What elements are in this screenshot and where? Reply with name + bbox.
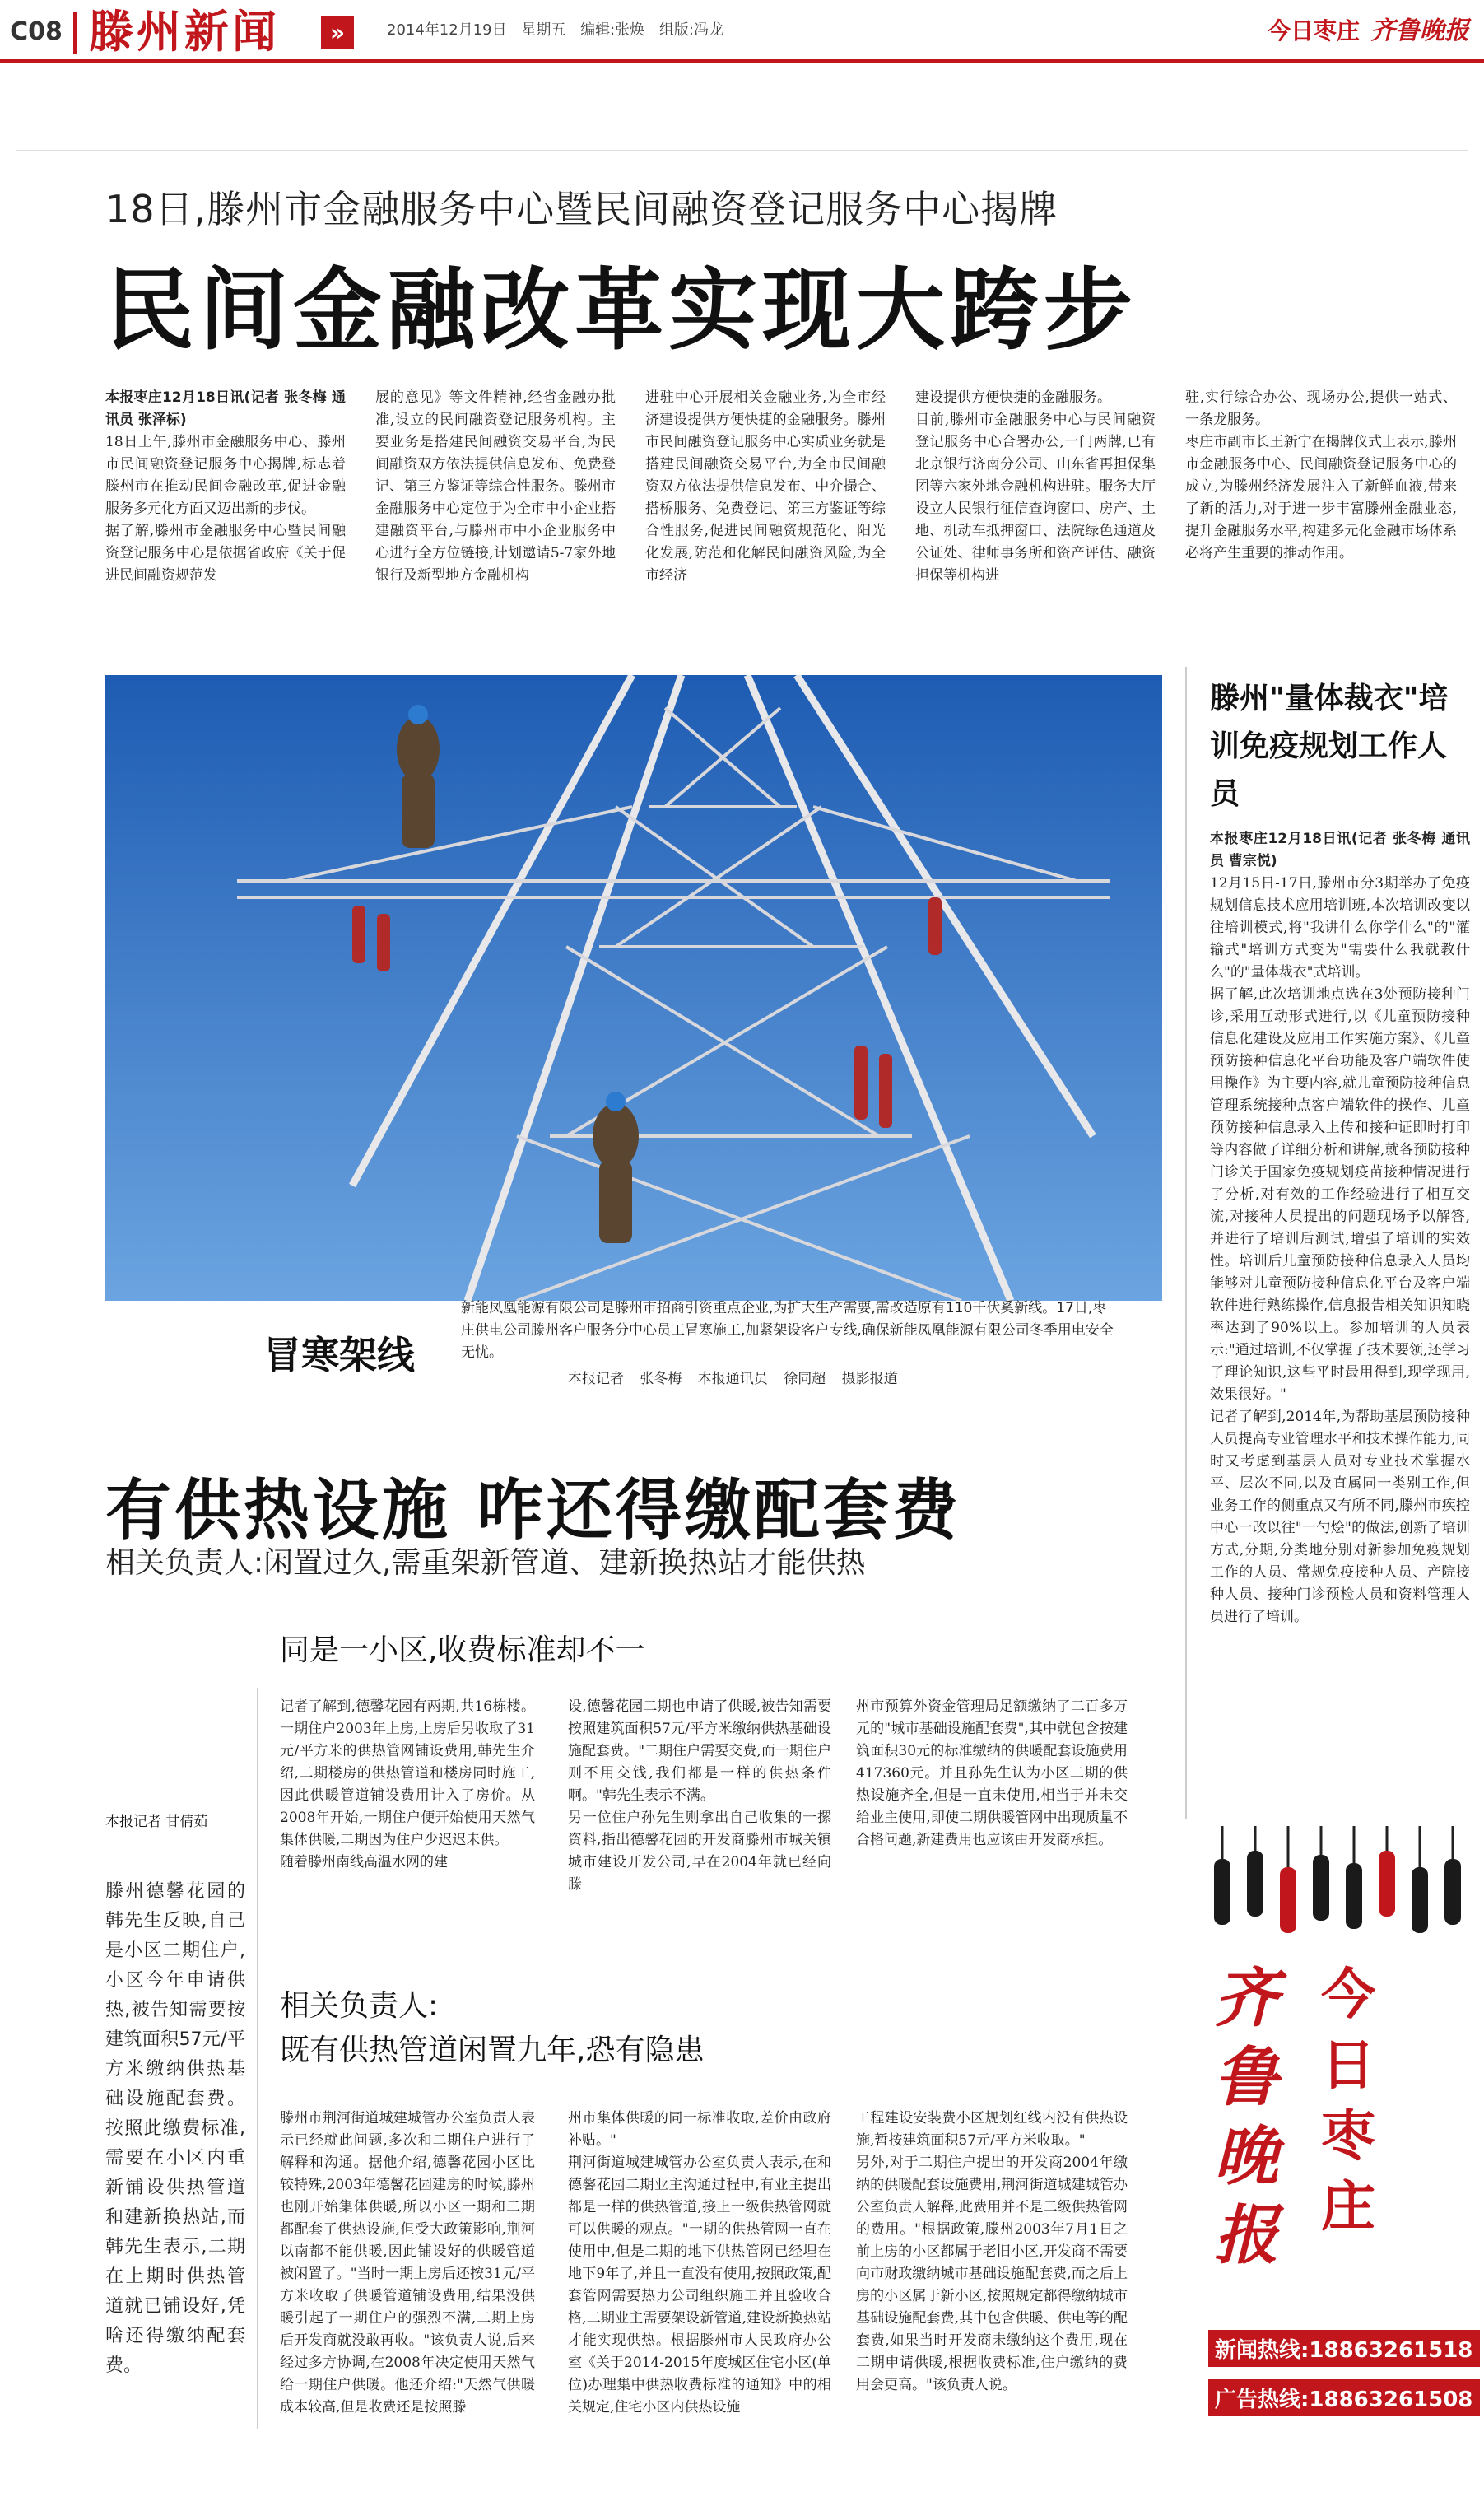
story1-kicker: 18日,滕州市金融服务中心暨民间融资登记服务中心揭牌 bbox=[105, 187, 1058, 231]
brand-ad bbox=[1198, 1959, 1477, 2272]
header-rule bbox=[0, 59, 1484, 63]
right-divider bbox=[1185, 667, 1187, 1819]
right-story-body bbox=[1210, 828, 1470, 1805]
section-title: 滕州新闻 bbox=[89, 5, 280, 58]
issue-weekday: 星期五 bbox=[521, 21, 566, 39]
story2-s2-col-3: 工程建设安装费小区规划红线内没有供热设施,暂按建筑面积57元/平方米收取。" 另外,对于二期住户提出的开发商2004年缴纳的供暖配套设施费用,荆河街道城建城管办公室负责人解释,此费用并不是二级供热管网的费用。"根据政策,滕州2003年7月1日之前上房的小区都属于老旧小区,开发商不需要向市财政缴纳城市基础设施配套费,而之后上房的小区属于新小区,按照规定都得缴纳城市基础设施配套费,其中包含供暖、供电等的配套费,如果当时开发商未缴纳这个费用,现在二期申请供暖,根据收费标准,住户缴纳的费用会更高。"该负责人说。 bbox=[856, 2110, 1128, 2393]
brand-logo: 齐鲁晚报 bbox=[1370, 16, 1469, 45]
story1-col-3: 进驻中心开展相关金融业务,为全市经济建设提供方便快捷的金融服务。滕州市民间融资登记服务中心实质业务就是搭建民间融资交易平台,为全市民间融资双方依法提供信息发布、中介撮合、搭桥服务、免费登记、第三方鉴证等综合性服务,促进民间融资规范化、阳光化发展,防范和化解民间融资风险,为全市经济 bbox=[645, 389, 886, 584]
brand-left: 今日枣庄 bbox=[1268, 17, 1361, 44]
top-divider bbox=[16, 150, 1468, 151]
story1-col-4: 建设提供方便快捷的金融服务。 目前,滕州市金融服务中心与民间融资登记服务中心合署办公,一门两牌,已有北京银行济南分公司、山东省再担保集团等六家外地金融机构进驻。服务大厅设立人民银行征信查询窗口、房产、土地、机动车抵押窗口、法院绿色通道及公证处、律师事务所和资产评估、融资担保等机构进 bbox=[915, 389, 1156, 584]
story2-s2-col-1: 滕州市荆河街道城建城管办公室负责人表示已经就此问题,多次和二期住户进行了解释和沟通。据他介绍,德馨花园小区比较特殊,2003年德馨花园建房的时候,滕州也刚开始集体供暖,所以小区一期和二期都配套了供热设施,但受大政策影响,荆河以南都不能供暖,因此铺设好的供暖管道被闲置了。"当时一期上房后还按31元/平方米收取了供暖管道铺设费用,结果没供暖引起了一期住户的强烈不满,二期上房后开发商就没敢再收。"该负责人说,后来经过多方协调,在2008年决定使用天然气给一期住户供暖。他还介绍:"天然气供暖成本较高,但是收费还是按照滕 bbox=[280, 2110, 535, 2415]
story2-s2-col-2: 州市集体供暖的同一标准收取,差价由政府补贴。" 荆河街道城建城管办公室负责人表示,在和德馨花园二期业主沟通过程中,有业主提出都是一样的供热管道,接上一级供热管网就可以供暖的观点。"一期的供热管网一直在使用中,但是二期的地下供热管网已经埋在地下9年了,并且一直没有使用,按照政策,配套管网需要热力公司组织施工并且验收合格,二期业主需要架设新管道,建设新换热站才能实现供热。根据滕州市人民政府办公室《关于2014-2015年度城区住宅小区(单位)办理集中供热收费标准的通知》中的相关规定,住宅小区内供热设施 bbox=[568, 2110, 831, 2415]
story2-lead: 滕州德馨花园的韩先生反映,自己是小区二期住户,小区今年申请供热,被告知需要按建筑面积57元/平方米缴纳供热基础设施配套费。按照此缴费标准,需要在小区内重新铺设供热管道和建新换热站,而韩先生表示,二期在上期时供热管道就已铺设好,凭啥还得缴纳配套费。 bbox=[105, 1881, 245, 2376]
story2-s1-col-3: 州市预算外资金管理局足额缴纳了二百多万元的"城市基础设施配套费",其中就包含按建筑面积30元的标准缴纳的供暖配套设施费用417360元。并且孙先生认为小区二期的供热设施齐全,但是一直未使用,相当于并未交给业主使用,即使二期供暖管网中出现质量不合格问题,新建费用也应该由开发商承担。 bbox=[856, 1698, 1128, 1848]
story1-col-2: 展的意见》等文件精神,经省金融办批准,设立的民间融资登记服务机构。主要业务是搭建民间融资交易平台,为民间融资双方依法提供信息发布、免费登记、第三方鉴证等综合性服务。滕州市金融服务中心定位于为全市中小企业搭建融资平台,与滕州市中小企业服务中心进行全方位链接,计划邀请5-7家外地银行及新型地方金融机构 bbox=[375, 389, 616, 584]
story2-reporter: 本报记者 甘倩茹 bbox=[105, 1814, 208, 1830]
story1-headline: 民间金融改革实现大跨步 bbox=[105, 259, 1138, 362]
issue-layout: 组版:冯龙 bbox=[658, 21, 723, 39]
story2-s1-col-2: 设,德馨花园二期也申请了供暖,被告知需要按照建筑面积57元/平方米缴纳供热基础设施配套费。"二期住户需要交费,而一期住户则不用交钱,我们都是一样的供热条件啊。"韩先生表示不满。 另一位住户孙先生则拿出自己收集的一摞资料,指出德馨花园的开发商滕州市城关镇城市建设开发公司,早在2004年就已经向滕 bbox=[568, 1698, 831, 1893]
telephone-handsets-graphic bbox=[1198, 1826, 1477, 1958]
photo-title: 冒寒架线 bbox=[263, 1333, 415, 1377]
issue-meta bbox=[387, 18, 723, 40]
news-hotline: 新闻热线:18863261518 bbox=[1208, 2330, 1480, 2367]
pylon-photo bbox=[105, 675, 1162, 1301]
double-chevron-icon: » bbox=[321, 16, 354, 49]
ad-brand-a: 今日枣庄 bbox=[1321, 1963, 1375, 2238]
story2-section2-title-a: 相关负责人: bbox=[280, 1989, 439, 2023]
ad-brand-b: 齐鲁晚报 bbox=[1214, 1961, 1279, 2273]
photo-caption: 新能凤凰能源有限公司是滕州市招商引资重点企业,为扩大生产需要,需改造原有110千伏奚新线。17日,枣庄供电公司滕州客户服务分中心员工冒寒施工,加紧架设客户专线,确保新能凤凰能源有限公司冬季用电安全无忧。 bbox=[461, 1300, 1114, 1361]
right-headline: 滕州"量体裁衣"培训免疫规划工作人员 bbox=[1210, 682, 1449, 811]
issue-date: 2014年12月19日 bbox=[387, 21, 507, 39]
story1-byline: 本报枣庄12月18日讯(记者 张冬梅 通讯员 张泽标) bbox=[105, 389, 346, 428]
ad-hotline: 广告热线:18863261508 bbox=[1208, 2379, 1480, 2416]
story1-col-1-text: 18日上午,滕州市金融服务中心、滕州市民间融资登记服务中心揭牌,标志着滕州市在推动民间金融改革,促进金融服务多元化方面又迈出新的步伐。 据了解,滕州市金融服务中心暨民间融资登记服务中心是依据省政府《关于促进民间融资规范发 bbox=[105, 434, 346, 584]
story1-col-1 bbox=[105, 387, 346, 617]
story2-s1-col-1: 记者了解到,德馨花园有两期,共16栋楼。一期住户2003年上房,上房后另收取了31元/平方米的供热管网铺设费用,韩先生介绍,二期楼房的供热管道和楼房同时施工,因此供暖管道铺设费用计入了房价。从2008年开始,一期住户便开始使用天然气集体供暖,二期因为住户少迟迟未供。 随着滕州南线高温水网的建 bbox=[280, 1698, 535, 1870]
issue-editor: 编辑:张焕 bbox=[580, 21, 645, 39]
photo-credit: 本报记者 张冬梅 本报通讯员 徐同超 摄影报道 bbox=[568, 1371, 898, 1387]
right-byline: 本报枣庄12月18日讯(记者 张冬梅 通讯员 曹宗悦) bbox=[1210, 831, 1470, 869]
page-number: C08 bbox=[10, 17, 63, 46]
story2-headline: 有供热设施 咋还得缴配套费 bbox=[105, 1472, 961, 1549]
header-divider bbox=[73, 12, 77, 54]
story2-subhead: 相关负责人:闲置过久,需重架新管道、建新换热站才能供热 bbox=[105, 1546, 866, 1580]
story2-section2-title-b: 既有供热管道闲置九年,恐有隐患 bbox=[280, 2033, 705, 2067]
story1-col-5: 驻,实行综合办公、现场办公,提供一站式、一条龙服务。 枣庄市副市长王新宁在揭牌仪式上表示,滕州市金融服务中心、民间融资登记服务中心的成立,为滕州经济发展注入了新鲜血液,带来了新的活力,对于进一步丰富滕州金融业态,提升金融服务水平,构建多元化金融市场体系必将产生重要的推动作用。 bbox=[1185, 389, 1457, 561]
story2-section1-title: 同是一小区,收费标准却不一 bbox=[280, 1633, 645, 1667]
right-body-text: 12月15日-17日,滕州市分3期举办了免疫规划信息技术应用培训班,本次培训改变以往培训模式,将"我讲什么你学什么"的"灌输式"培训方式变为"需要什么我就教什么"的"量体裁衣"式培训。 据了解,此次培训地点选在3处预防接种门诊,采用互动形式进行,以《儿童预防接种信息化建设及应用工作实施方案》、《儿童预防接种信息化平台功能及客户端软件使用操作》为主要内容,就儿童预防接种信息管理系统接种点客户端软件的操作、儿童预防接种信息录入上传和接种证即时打印等内容做了详细分析和讲解,就各预防接种门诊关于国家免疫规划疫苗接种情况进行了分析,对有效的工作经验进行了相互交流,对接种人员提出的问题现场予以解答,并进行了培训后测试,增强了培训的实效性。培训后儿童预防接种信息录入人员均能够对儿童预防接种信息化平台及客户端软件进行熟练操作,信息报告相关知识知晓率达到了90%以上。参加培训的人员表示:"通过培训,不仅掌握了技术要领,还学习了理论知识,这些平时最用得到,现学现用,效果很好。" 记者了解到,2014年,为帮助基层预防接种人员提高专业管理水平和技术操作能力,同时又考虑到基层人员对专业技术掌握水平、层次不同,以及直属同一类别工作,但业务工作的侧重点又有所不同,滕州市疾控中心一改以往"一勺烩"的做法,创新了培训方式,分期,分类地分别对新参加免疫规划工作的人员、常规免疫接种人员、产院接种人员、接种门诊预检人员和资料管理人员进行了培训。 bbox=[1210, 875, 1470, 1625]
story2-divider bbox=[257, 1688, 258, 2429]
